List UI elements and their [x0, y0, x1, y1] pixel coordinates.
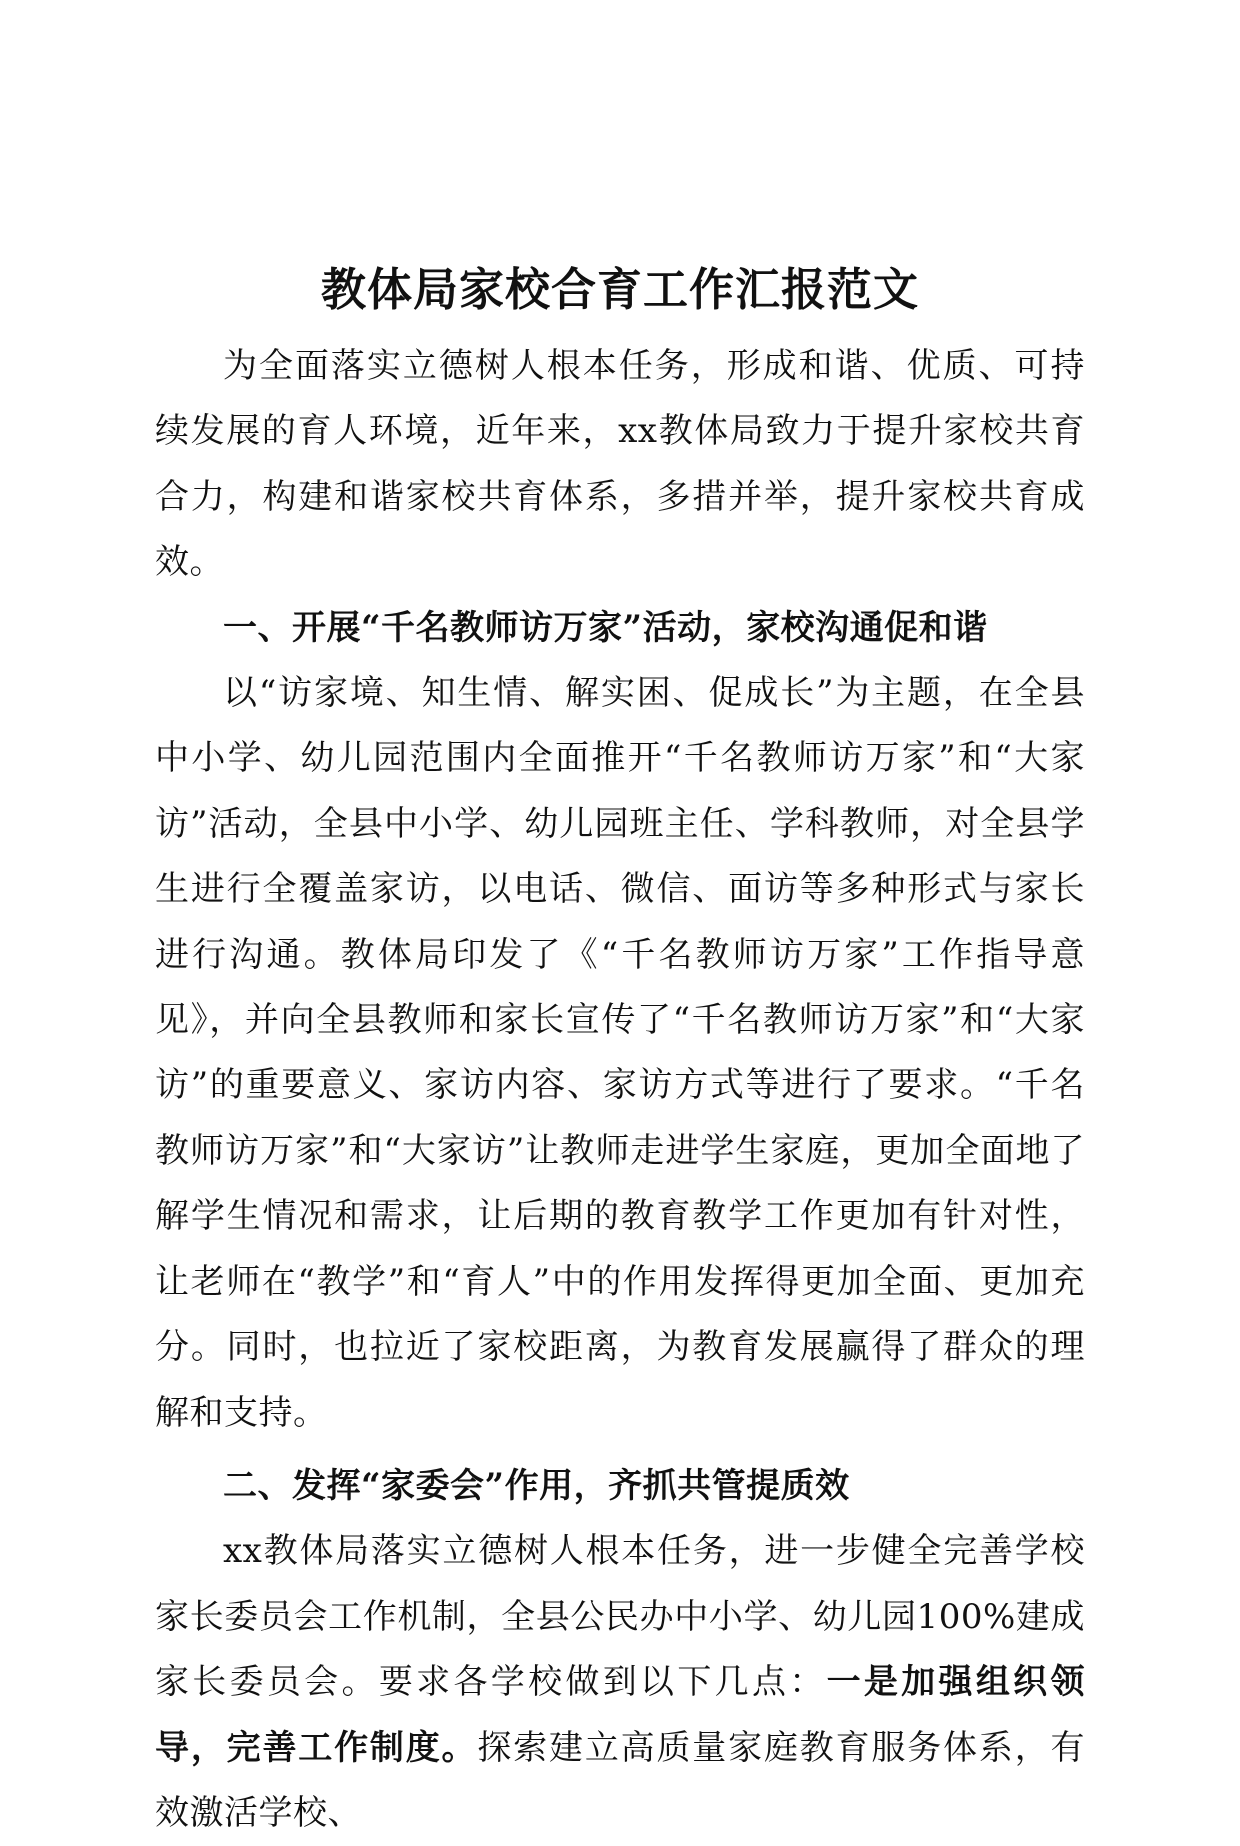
- section-2-body: [155, 1519, 1085, 1846]
- section-2-body-start: xx教体局落实立德树人根本任务，进一步健全完善学校家长委员会工作机制，全县公民办中小学、幼儿园100%建成家长委员会。要求各学校做到以下几点：: [155, 1531, 1085, 1703]
- section-2-heading: 二、发挥“家委会”作用，齐抓共管提质效: [223, 1465, 850, 1506]
- section-2-body-end: 探索建立高质量家庭教育服务体系，有效激活学校、: [155, 1727, 1086, 1833]
- section-1-body: 以“访家境、知生情、解实困、促成长”为主题，在全县中小学、幼儿园范围内全面推开“千名教师访万家”和“大家访”活动，全县中小学、幼儿园班主任、学科教师，对全县学生进行全覆盖家访，以电话、微信、面访等多种形式与家长进行沟通。教体局印发了《“千名教师访万家”工作指导意见》，并向全县教师和家长宣传了“千名教师访万家”和“大家访”的重要意义、家访内容、家访方式等进行了要求。“千名教师访万家”和“大家访”让教师走进学生家庭，更加全面地了解学生情况和需求，让后期的教育教学工作更加有针对性，让老师在“教学”和“育人”中的作用发挥得更加全面、更加充分。同时，也拉近了家校距离，为教育发展赢得了群众的理解和支持。: [155, 673, 1085, 1433]
- document-title: 教体局家校合育工作汇报范文: [320, 263, 919, 316]
- intro-paragraph: 为全面落实立德树人根本任务，形成和谐、优质、可持续发展的育人环境，近年来，xx教体局致力于提升家校共育合力，构建和谐家校共育体系，多措并举，提升家校共育成效。: [155, 346, 1085, 583]
- section-2-bold-point: 一是加强组织领导，完善工作制度。: [155, 1662, 1085, 1768]
- section-1-heading: 一、开展“千名教师访万家”活动，家校沟通促和谐: [223, 607, 988, 648]
- document-page: [155, 258, 1085, 1846]
